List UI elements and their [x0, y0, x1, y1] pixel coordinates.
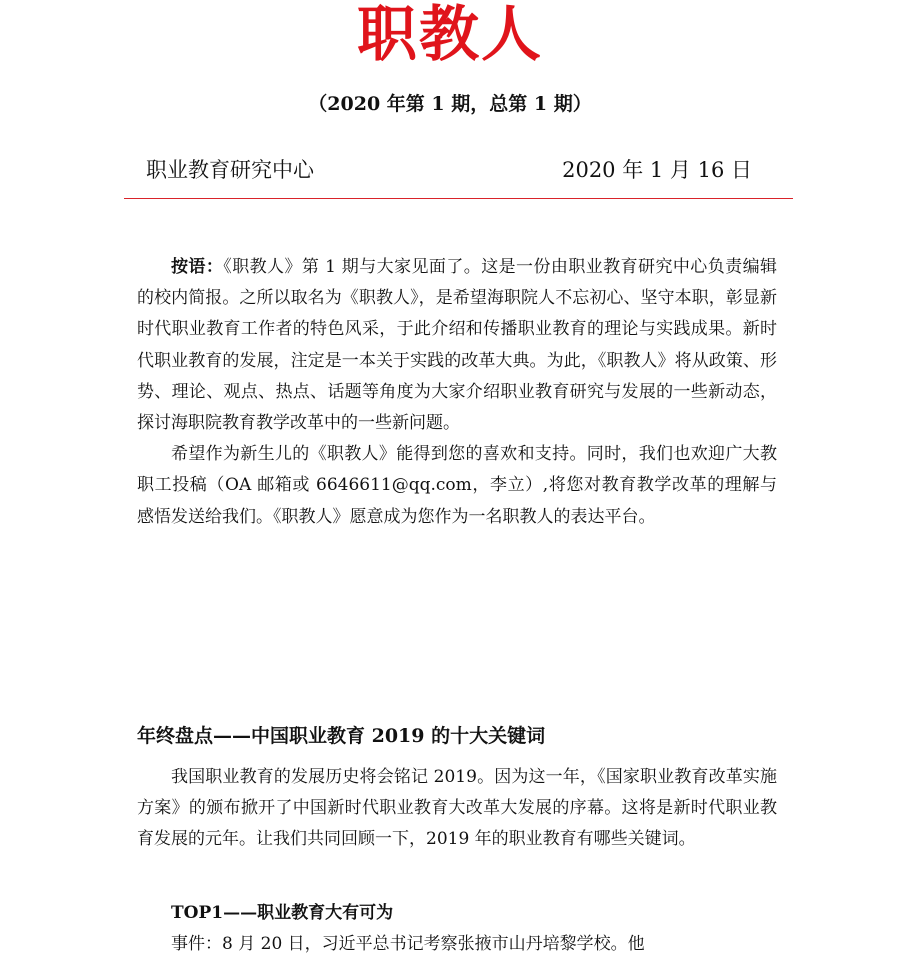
- intro-paragraph-1: [137, 252, 777, 439]
- masthead-title: 职教人: [357, 0, 543, 70]
- intro-label: 按语：: [171, 257, 224, 277]
- issue-number: （2020 年第 1 期，总第 1 期）: [308, 93, 592, 115]
- article-body: [137, 762, 777, 856]
- event-line: 事件：8 月 20 日，习近平总书记考察张掖市山丹培黎学校。他: [171, 934, 645, 954]
- top1-heading: TOP1——职业教育大有可为: [171, 903, 394, 923]
- intro-section: [137, 252, 777, 533]
- article-paragraph-1: 我国职业教育的发展历史将会铭记 2019。因为这一年，《国家职业教育改革实施方案》的颁布掀开了中国新时代职业教育大改革大发展的序幕。这将是新时代职业教育发展的元年。让我们共同回顾一下，2019 年的职业教育有哪些关键词。: [137, 767, 777, 850]
- publisher-name: 职业教育研究中心: [146, 158, 314, 182]
- header-divider: [124, 198, 793, 199]
- article-title: 年终盘点——中国职业教育 2019 的十大关键词: [137, 725, 546, 747]
- intro-paragraph-2: 希望作为新生儿的《职教人》能得到您的喜欢和支持。同时，我们也欢迎广大教职工投稿（OA 邮箱或 6646611@qq.com，李立）,将您对教育教学改革的理解与感悟发送给我们。《职教人》愿意成为您作为一名职教人的表达平台。: [137, 444, 777, 527]
- publication-date: 2020 年 1 月 16 日: [562, 158, 752, 182]
- intro-text-1: 《职教人》第 1 期与大家见面了。这是一份由职业教育研究中心负责编辑的校内简报。之所以取名为《职教人》，是希望海职院人不忘初心、坚守本职，彰显新时代职业教育工作者的特色风采，于此介绍和传播职业教育的理论与实践成果。新时代职业教育的发展，注定是一本关于实践的改革大典。为此，《职教人》将从政策、形势、理论、观点、热点、话题等角度为大家介绍职业教育研究与发展的一些新动态，探讨海职院教育教学改革中的一些新问题。: [137, 257, 778, 434]
